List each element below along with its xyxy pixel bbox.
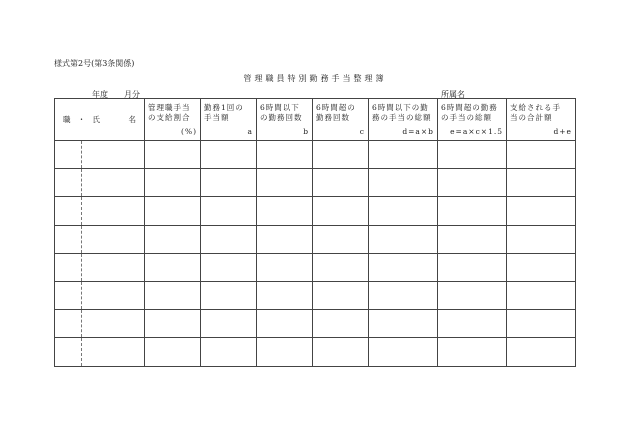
grand-total-cell[interactable] <box>507 141 576 169</box>
under-6h-total-cell[interactable] <box>369 169 438 197</box>
table-row <box>55 197 576 225</box>
month-label: 月分 <box>124 90 140 99</box>
name-cell[interactable] <box>55 169 145 197</box>
name-cell[interactable] <box>55 281 145 309</box>
header-row <box>55 99 576 141</box>
over-6h-total-cell[interactable] <box>438 281 507 309</box>
per-duty-amount-cell[interactable] <box>201 281 257 309</box>
name-header-dot: ・ <box>77 115 86 124</box>
under-6h-count-cell[interactable] <box>257 338 313 366</box>
under-6h-total-cell[interactable] <box>369 338 438 366</box>
grand-total-cell[interactable] <box>507 225 576 253</box>
under-6h-total-cell[interactable] <box>369 253 438 281</box>
table-row <box>55 169 576 197</box>
ledger-body <box>55 141 576 367</box>
grand-total-cell[interactable] <box>507 253 576 281</box>
under-6h-count-cell[interactable] <box>257 225 313 253</box>
over-6h-count-cell[interactable] <box>313 197 369 225</box>
allowance-ratio-cell[interactable] <box>145 225 201 253</box>
table-row <box>55 253 576 281</box>
over-6h-total-cell[interactable] <box>438 169 507 197</box>
grand-total-cell[interactable] <box>507 310 576 338</box>
form-number: 様式第2号(第3条関係) <box>54 59 135 68</box>
department-label: 所属名 <box>441 90 465 99</box>
year-label: 年度 <box>92 90 108 99</box>
allowance-ledger-table <box>54 98 576 367</box>
over-6h-total-cell[interactable] <box>438 253 507 281</box>
name-cell[interactable] <box>55 310 145 338</box>
grand-total-cell[interactable] <box>507 169 576 197</box>
table-row <box>55 310 576 338</box>
allowance-ratio-cell[interactable] <box>145 253 201 281</box>
over-6h-count-cell[interactable] <box>313 310 369 338</box>
under-6h-total-cell[interactable] <box>369 141 438 169</box>
under-6h-count-cell[interactable] <box>257 310 313 338</box>
under-6h-total-cell[interactable] <box>369 281 438 309</box>
name-header-family: 氏 <box>92 115 100 124</box>
under-6h-count-cell[interactable] <box>257 141 313 169</box>
name-column-header <box>55 99 145 141</box>
per-duty-amount-cell[interactable] <box>201 225 257 253</box>
table-row <box>55 141 576 169</box>
under-6h-total-cell[interactable] <box>369 225 438 253</box>
allowance-ratio-cell[interactable] <box>145 338 201 366</box>
table-row <box>55 281 576 309</box>
under-6h-total-cell[interactable] <box>369 197 438 225</box>
allowance-ratio-cell[interactable] <box>145 141 201 169</box>
over-6h-total-cell[interactable] <box>438 141 507 169</box>
under-6h-count-cell[interactable] <box>257 253 313 281</box>
over-6h-total-cell[interactable] <box>438 197 507 225</box>
grand-total-cell[interactable] <box>507 197 576 225</box>
grand-total-cell[interactable] <box>507 281 576 309</box>
table-row <box>55 225 576 253</box>
name-cell[interactable] <box>55 141 145 169</box>
grand-total-cell[interactable] <box>507 338 576 366</box>
column-header-under-6h-total: 6時間以下の勤 務の手当の総額 d=a×b <box>369 99 438 141</box>
name-header-given: 名 <box>128 115 136 124</box>
per-duty-amount-cell[interactable] <box>201 253 257 281</box>
under-6h-count-cell[interactable] <box>257 169 313 197</box>
under-6h-total-cell[interactable] <box>369 310 438 338</box>
under-6h-count-cell[interactable] <box>257 281 313 309</box>
per-duty-amount-cell[interactable] <box>201 338 257 366</box>
per-duty-amount-cell[interactable] <box>201 310 257 338</box>
over-6h-count-cell[interactable] <box>313 225 369 253</box>
per-duty-amount-cell[interactable] <box>201 197 257 225</box>
table-row <box>55 338 576 366</box>
column-header-over-6h-total: 6時間超の勤務 の手当の総額 e=a×c×1.5 <box>438 99 507 141</box>
column-header-per-duty-amount: 勤務1回の 手当額 a <box>201 99 257 141</box>
per-duty-amount-cell[interactable] <box>201 141 257 169</box>
allowance-ratio-cell[interactable] <box>145 169 201 197</box>
over-6h-count-cell[interactable] <box>313 338 369 366</box>
over-6h-total-cell[interactable] <box>438 310 507 338</box>
per-duty-amount-cell[interactable] <box>201 169 257 197</box>
name-cell[interactable] <box>55 197 145 225</box>
column-header-allowance-ratio: 管理職手当 の支給割合 (%) <box>145 99 201 141</box>
over-6h-count-cell[interactable] <box>313 281 369 309</box>
name-cell[interactable] <box>55 253 145 281</box>
form-title: 管理職員特別勤務手当整理簿 <box>243 74 387 83</box>
over-6h-total-cell[interactable] <box>438 338 507 366</box>
column-header-grand-total: 支給される手 当の合計額 d+e <box>507 99 576 141</box>
column-header-over-6h-count: 6時間超の 勤務回数 c <box>313 99 369 141</box>
name-header-post: 職 <box>63 115 71 124</box>
column-header-under-6h-count: 6時間以下 の勤務回数 b <box>257 99 313 141</box>
over-6h-total-cell[interactable] <box>438 225 507 253</box>
over-6h-count-cell[interactable] <box>313 141 369 169</box>
name-cell[interactable] <box>55 225 145 253</box>
allowance-ratio-cell[interactable] <box>145 281 201 309</box>
under-6h-count-cell[interactable] <box>257 197 313 225</box>
allowance-ratio-cell[interactable] <box>145 197 201 225</box>
name-cell[interactable] <box>55 338 145 366</box>
allowance-ratio-cell[interactable] <box>145 310 201 338</box>
over-6h-count-cell[interactable] <box>313 253 369 281</box>
over-6h-count-cell[interactable] <box>313 169 369 197</box>
